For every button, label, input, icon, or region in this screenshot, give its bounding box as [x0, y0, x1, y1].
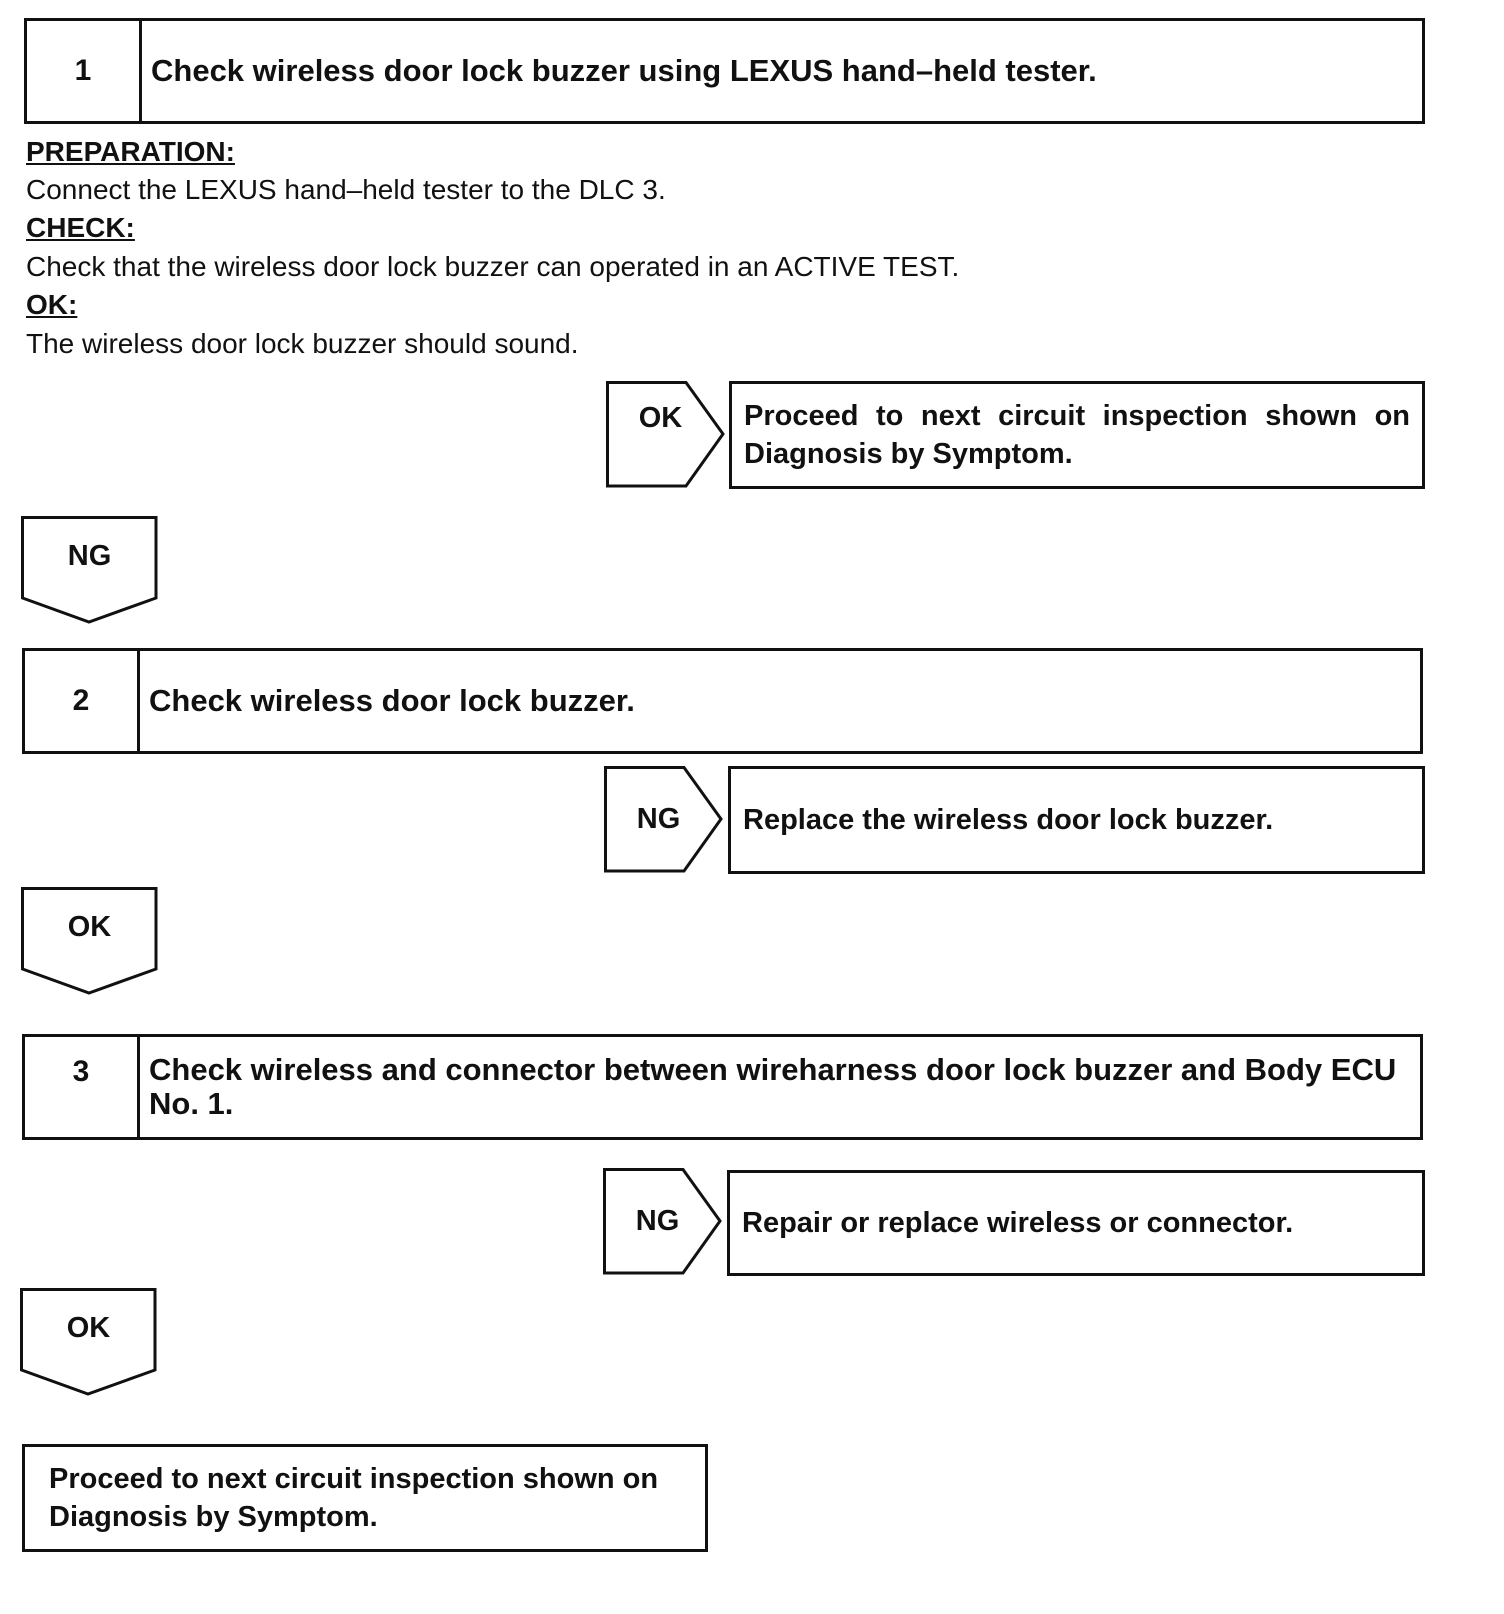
- step-1-number: 1: [27, 21, 142, 121]
- step-2-ok-label: OK: [67, 911, 112, 943]
- step-3-box: [22, 1034, 1423, 1140]
- step-1-box: [24, 18, 1425, 124]
- preparation-heading: PREPARATION:: [26, 136, 235, 167]
- step-1-ok-result: Proceed to next circuit inspection shown on Diagnosis by Symptom.: [729, 381, 1425, 489]
- check-text: Check that the wireless door lock buzzer can operated in an ACTIVE TEST.: [26, 251, 960, 282]
- step-3-ng-label: NG: [635, 1205, 680, 1237]
- step-1-ok-label: OK: [638, 402, 683, 434]
- step-2-title: Check wireless door lock buzzer.: [149, 683, 635, 718]
- step-2-ng-label: NG: [636, 803, 681, 835]
- step-1-title: Check wireless door lock buzzer using LEXUS hand–held tester.: [151, 53, 1097, 88]
- preparation-text: Connect the LEXUS hand–held tester to the DLC 3.: [26, 174, 666, 205]
- step-2-ng-result: Replace the wireless door lock buzzer.: [728, 766, 1425, 874]
- step-3-ok-label: OK: [66, 1312, 111, 1344]
- step-1-ng-label: NG: [67, 540, 112, 572]
- step-3-ng-result: Repair or replace wireless or connector.: [727, 1170, 1425, 1276]
- step-3-title: Check wireless and connector between wireharness door lock buzzer and Body ECU No. 1.: [149, 1052, 1397, 1121]
- ok-heading: OK:: [26, 289, 78, 320]
- final-result: Proceed to next circuit inspection shown on Diagnosis by Symptom.: [22, 1444, 708, 1552]
- step-2-box: [22, 648, 1423, 754]
- step-1-ok-arrow: [606, 381, 726, 489]
- step-3-number: 3: [25, 1037, 140, 1137]
- step-2-number: 2: [25, 651, 140, 751]
- check-heading: CHECK:: [26, 212, 135, 243]
- ok-text: The wireless door lock buzzer should sound.: [26, 328, 579, 359]
